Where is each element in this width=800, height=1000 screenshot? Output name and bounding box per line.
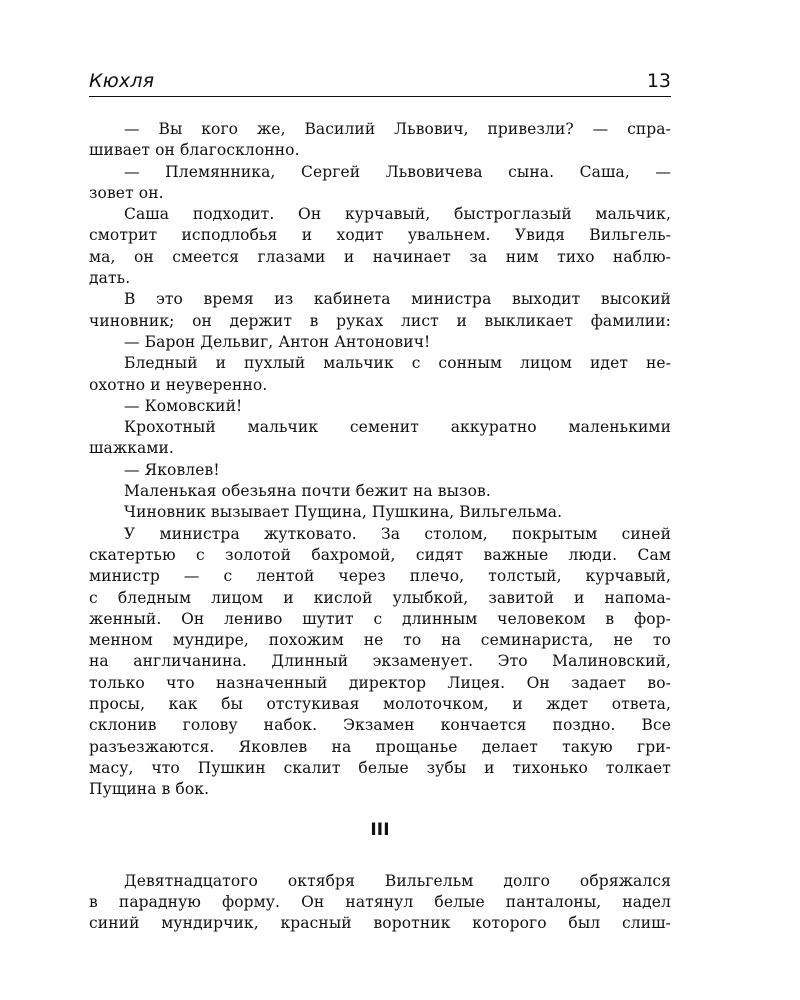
text-line: дать.	[89, 269, 131, 288]
text-line: Саша подходит. Он курчавый, быстроглазый мальчик,	[124, 205, 671, 224]
text-line: зовет он.	[89, 183, 164, 202]
text-line: синий мундирчик, красный воротник которого был слиш-	[89, 914, 671, 933]
book-page	[89, 70, 671, 935]
running-title: Кюхля	[89, 70, 155, 92]
text-line: Бледный и пухлый мальчик с сонным лицом идет не-	[124, 354, 671, 373]
text-line: министр — с лентой через плечо, толстый, курчавый,	[89, 567, 671, 586]
text-line: с бледным лицом и кислой улыбкой, завитой и напома-	[89, 588, 671, 607]
text-line: в парадную форму. Он натянул белые панталоны, надел	[89, 893, 671, 912]
text-line: — Барон Дельвиг, Антон Антонович!	[124, 332, 431, 351]
main-text	[89, 119, 671, 935]
text-line: Маленькая обезьяна почти бежит на вызов.	[124, 482, 491, 501]
text-line: Девятнадцатого октября Вильгельм долго обряжался	[124, 871, 671, 890]
text-line: только что назначенный директор Лицея. Он задает во-	[89, 673, 671, 692]
text-line: В это время из кабинета министра выходит высокий	[124, 290, 671, 309]
text-line: Пущина в бок.	[89, 780, 210, 799]
text-line: менном мундире, похожим не то на семинариста, не то	[89, 631, 671, 650]
text-line: шивает он благосклонно.	[89, 141, 300, 160]
text-line: шажками.	[89, 439, 174, 458]
text-line: просы, как бы отстукивая молоточком, и ждет ответа,	[89, 695, 671, 714]
text-line: смотрит исподлобья и ходит увальнем. Увидя Вильгель-	[89, 226, 671, 245]
text-line: — Яковлев!	[124, 460, 220, 479]
running-header	[89, 70, 671, 97]
text-line: на англичанина. Длинный экзаменует. Это Малиновский,	[89, 652, 671, 671]
text-line: — Вы кого же, Василий Львович, привезли? — спра-	[124, 120, 671, 138]
page-number: 13	[646, 70, 671, 92]
text-line: чиновник; он держит в руках лист и выкликает фамилии:	[89, 311, 671, 330]
text-line: ма, он смеется глазами и начинает за ним тихо наблю-	[89, 247, 671, 266]
text-line: — Комовский!	[124, 396, 243, 415]
text-line: Чиновник вызывает Пущина, Пушкина, Вильгельма.	[124, 503, 563, 522]
text-line: склонив голову набок. Экзамен кончается поздно. Все	[89, 716, 671, 735]
section-heading: III	[370, 819, 390, 840]
text-line: скатертью с золотой бахромой, сидят важные люди. Сам	[89, 545, 671, 564]
text-line: Крохотный мальчик семенит аккуратно маленькими	[124, 418, 671, 437]
text-line: охотно и неуверенно.	[89, 375, 268, 394]
text-line: женный. Он лениво шутит с длинным человеком в фор-	[89, 609, 671, 628]
text-line: — Племянника, Сергей Львовичева сына. Саша, —	[124, 162, 671, 181]
text-line: масу, что Пушкин скалит белые зубы и тихонько толкает	[89, 758, 671, 777]
text-line: разъезжаются. Яковлев на прощанье делает такую гри-	[89, 737, 671, 756]
text-line: У министра жутковато. За столом, покрытым синей	[124, 524, 671, 543]
